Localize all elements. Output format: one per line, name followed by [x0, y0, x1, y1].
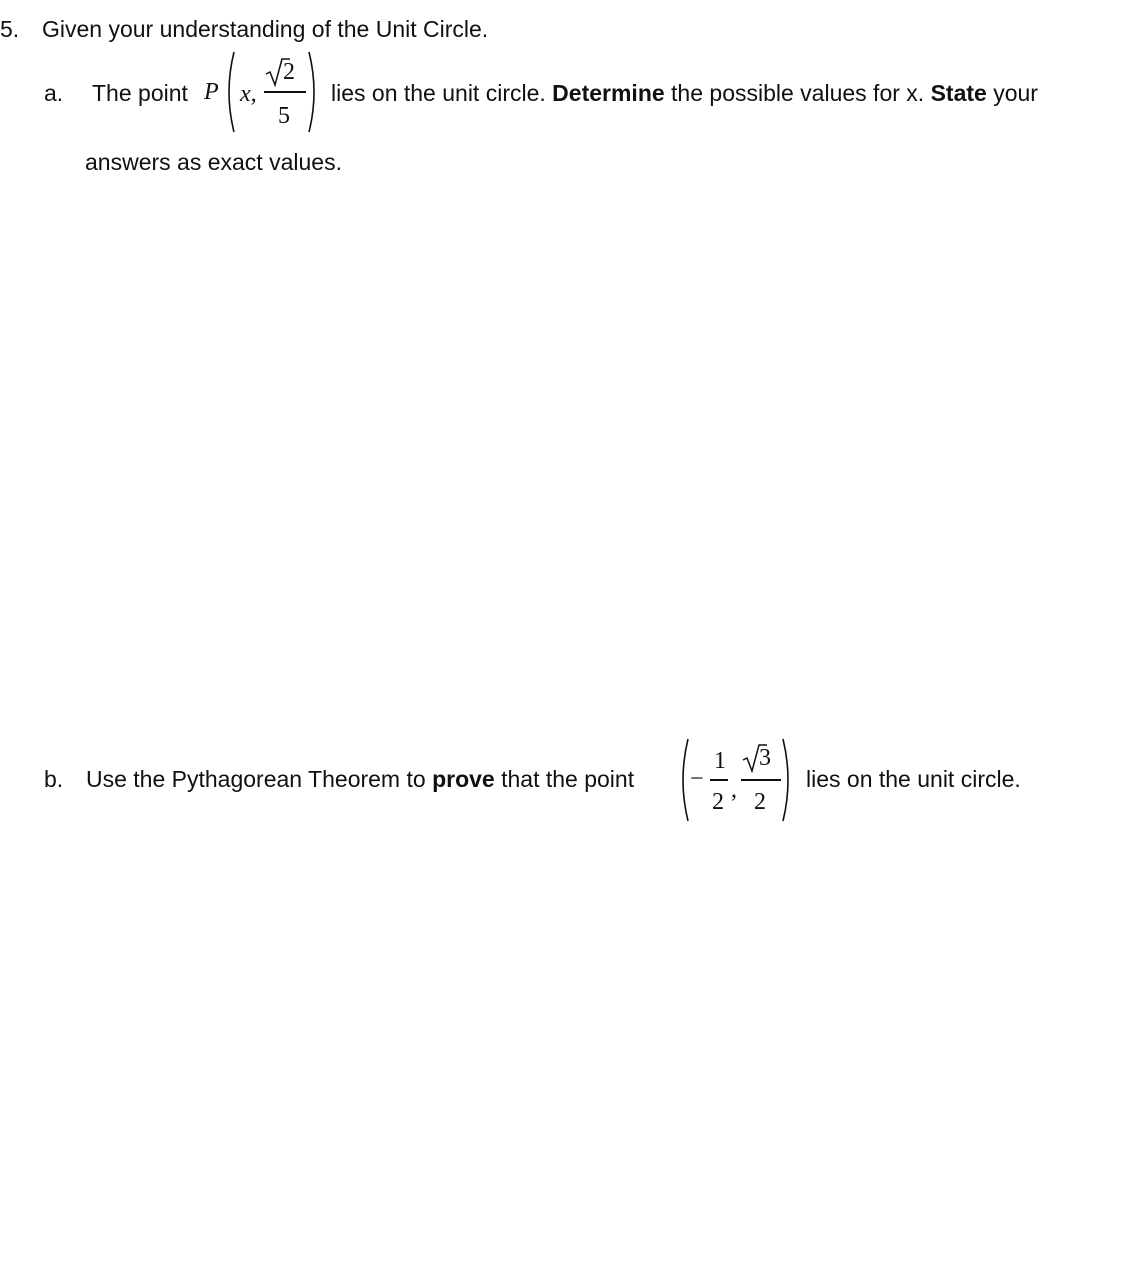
fraction-bar-b2 — [741, 779, 781, 781]
keyword-prove: prove — [432, 766, 495, 792]
fraction-bar-a — [264, 91, 306, 93]
question-number: 5. — [0, 16, 20, 42]
fraction1-numerator: 1 — [714, 748, 726, 774]
right-paren-a — [307, 50, 321, 134]
part-a-text-before: The point — [92, 80, 188, 106]
radicand-b: 3 — [759, 745, 771, 771]
fraction-bar-b1 — [710, 779, 728, 781]
denominator-a: 5 — [278, 103, 290, 129]
keyword-state: State — [930, 80, 987, 106]
part-b-text-2: that the point — [501, 766, 635, 792]
radicand-a: 2 — [283, 59, 295, 85]
part-a-text-after — [331, 82, 1038, 105]
part-a-text-1: lies on the unit circle. — [331, 80, 546, 106]
fraction2-denominator: 2 — [754, 789, 766, 815]
part-b-text-before — [86, 768, 634, 791]
x-variable: x, — [240, 81, 257, 107]
point-name-p: P — [204, 79, 219, 105]
keyword-determine: Determine — [552, 80, 665, 106]
minus-sign: − — [690, 766, 704, 792]
part-a-text-2: the possible values for x. — [671, 80, 925, 106]
point-comma: , — [731, 777, 737, 803]
fraction1-denominator: 2 — [712, 789, 724, 815]
part-a-label: a. — [44, 80, 64, 106]
part-a-text-3: your — [993, 80, 1038, 106]
part-b-text-after: lies on the unit circle. — [806, 766, 1021, 792]
right-paren-b — [781, 737, 795, 823]
part-b-text-1: Use the Pythagorean Theorem to — [86, 766, 426, 792]
question-stem: Given your understanding of the Unit Circle. — [42, 16, 489, 42]
part-b-label: b. — [44, 766, 64, 792]
left-paren-b — [676, 737, 690, 823]
left-paren-a — [222, 50, 236, 134]
part-a-line2: answers as exact values. — [85, 149, 342, 175]
